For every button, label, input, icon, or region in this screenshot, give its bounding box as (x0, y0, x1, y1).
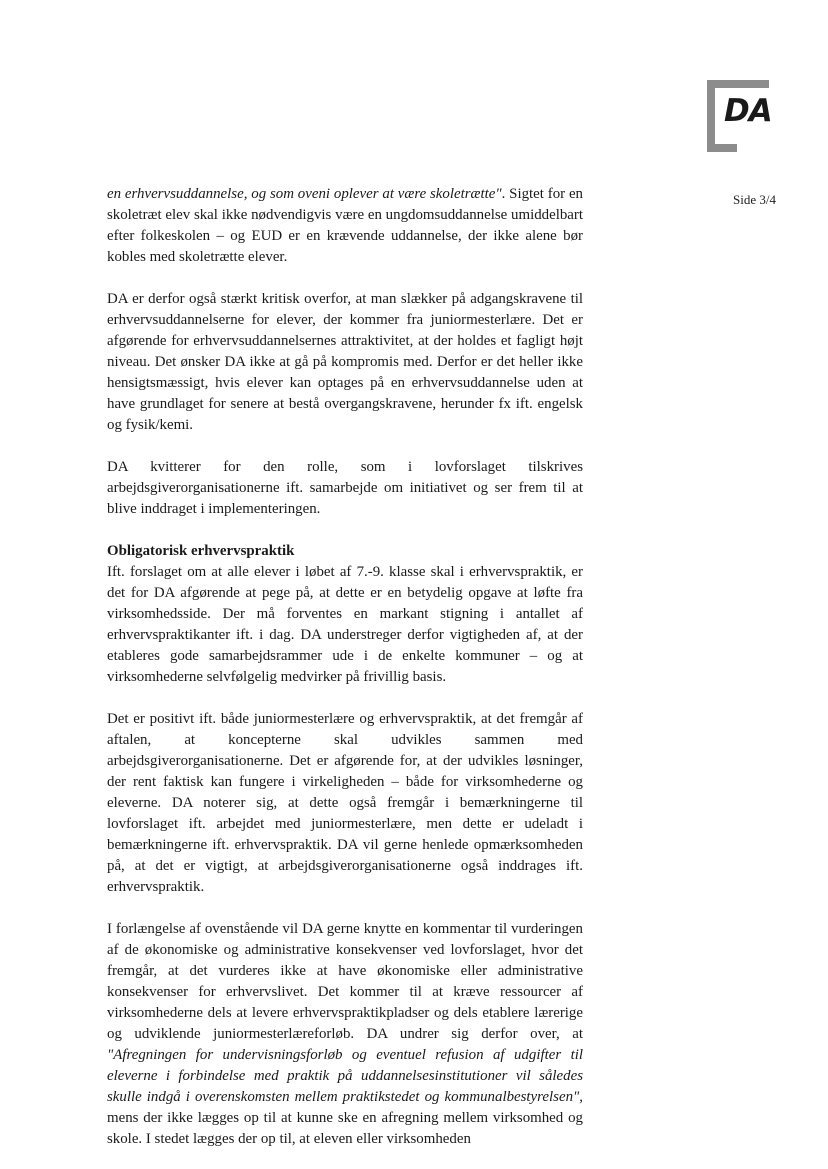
section-heading: Obligatorisk erhvervspraktik (107, 543, 295, 559)
paragraph-2: DA er derfor også stærkt kritisk overfor, at man slækker på adgangskravene til erhvervsuddannelserne for elever, der kommer fra juniormesterlære. Det er afgørende for erhvervsuddannelsernes attraktivitet, at der holdes et fagligt højt niveau. Det ønsker DA ikke at gå på kompromis med. Derfor er det heller ikke hensigtsmæssigt, hvis elever kan optages på en erhvervsuddannelse uden at have grundlaget for senere at bestå overgangskravene, herunder fx ift. engelsk og fysik/kemi. (107, 291, 583, 433)
logo-text: DA (724, 93, 772, 129)
da-logo (707, 80, 771, 152)
paragraph-1-italic: en erhvervsuddannelse, og som oveni oplever at være skoletrætte" (107, 186, 502, 202)
paragraph-1 (107, 184, 583, 268)
paragraph-6-end: , mens der ikke lægges op til at kunne ske en afregning mellem virksomhed og skole. I stedet lægges der op til, at eleven eller virksomheden (107, 1089, 583, 1147)
paragraph-1-rest: . Sigtet for en skoletræt elev skal ikke nødvendigvis være en ungdomsuddannelse umiddelbart efter folkeskolen – og EUD er en krævende uddannelse, der ikke alene bør kobles med skoletrætte elever. (107, 186, 583, 265)
logo-bracket-top (707, 80, 769, 88)
page-number: Side 3/4 (733, 192, 776, 207)
logo-bracket-left (707, 80, 715, 152)
paragraph-4: Ift. forslaget om at alle elever i løbet af 7.-9. klasse skal i erhvervspraktik, er det for DA afgørende at pege på, at dette er en betydelig opgave at løfte fra virksomhedsside. Der må forventes en markant stigning i antallet af erhvervspraktikanter ift. i dag. DA understreger derfor vigtigheden af, at der etableres gode samarbejdsrammer ude i de enkelte kommuner – og at virksomhederne selvfølgelig medvirker på frivillig basis. (107, 564, 583, 685)
paragraph-6-start: I forlængelse af ovenstående vil DA gerne knytte en kommentar til vurderingen af de økonomiske og administrative konsekvenser ved lovforslaget, hvor det fremgår, at det vurderes ikke at have økonomiske eller administrative konsekvenser for erhvervslivet. Det kommer til at kræve ressourcer af virksomhederne dels at levere erhvervspraktikpladser og dels etablere lærerige og udviklende juniormesterlæreforløb. DA undrer sig derfor over, at (107, 921, 583, 1042)
document-body (107, 184, 583, 1150)
paragraph-3: DA kvitterer for den rolle, som i lovforslaget tilskrives arbejdsgiverorganisationerne ift. samarbejde om initiativet og ser frem til at blive inddraget i implementeringen. (107, 459, 583, 517)
logo-bracket-bottom (707, 144, 737, 152)
paragraph-5: Det er positivt ift. både juniormesterlære og erhvervspraktik, at det fremgår af aftalen, at koncepterne skal udvikles sammen med arbejdsgiverorganisationerne. Det er afgørende for, at der udvikles løsninger, der rent faktisk kan fungere i virkeligheden – både for virksomhederne og eleverne. DA noterer sig, at dette også fremgår i bemærkningerne til lovforslaget ift. arbejdet med juniormesterlære, men dette er udeladt i bemærkningerne ift. erhvervspraktik. DA vil gerne henlede opmærksomheden på, at det er vigtigt, at arbejdsgiverorganisationerne også inddrages ift. erhvervspraktik. (107, 711, 583, 895)
paragraph-6-italic-quote: "Afregningen for undervisningsforløb og eventuel refusion af udgifter til eleverne i forbindelse med praktik på uddannelsesinstitutioner vil således skulle indgå i overenskomsten mellem praktikstedet og kommunalbestyrelsen" (107, 1047, 583, 1105)
paragraph-6 (107, 919, 583, 1150)
